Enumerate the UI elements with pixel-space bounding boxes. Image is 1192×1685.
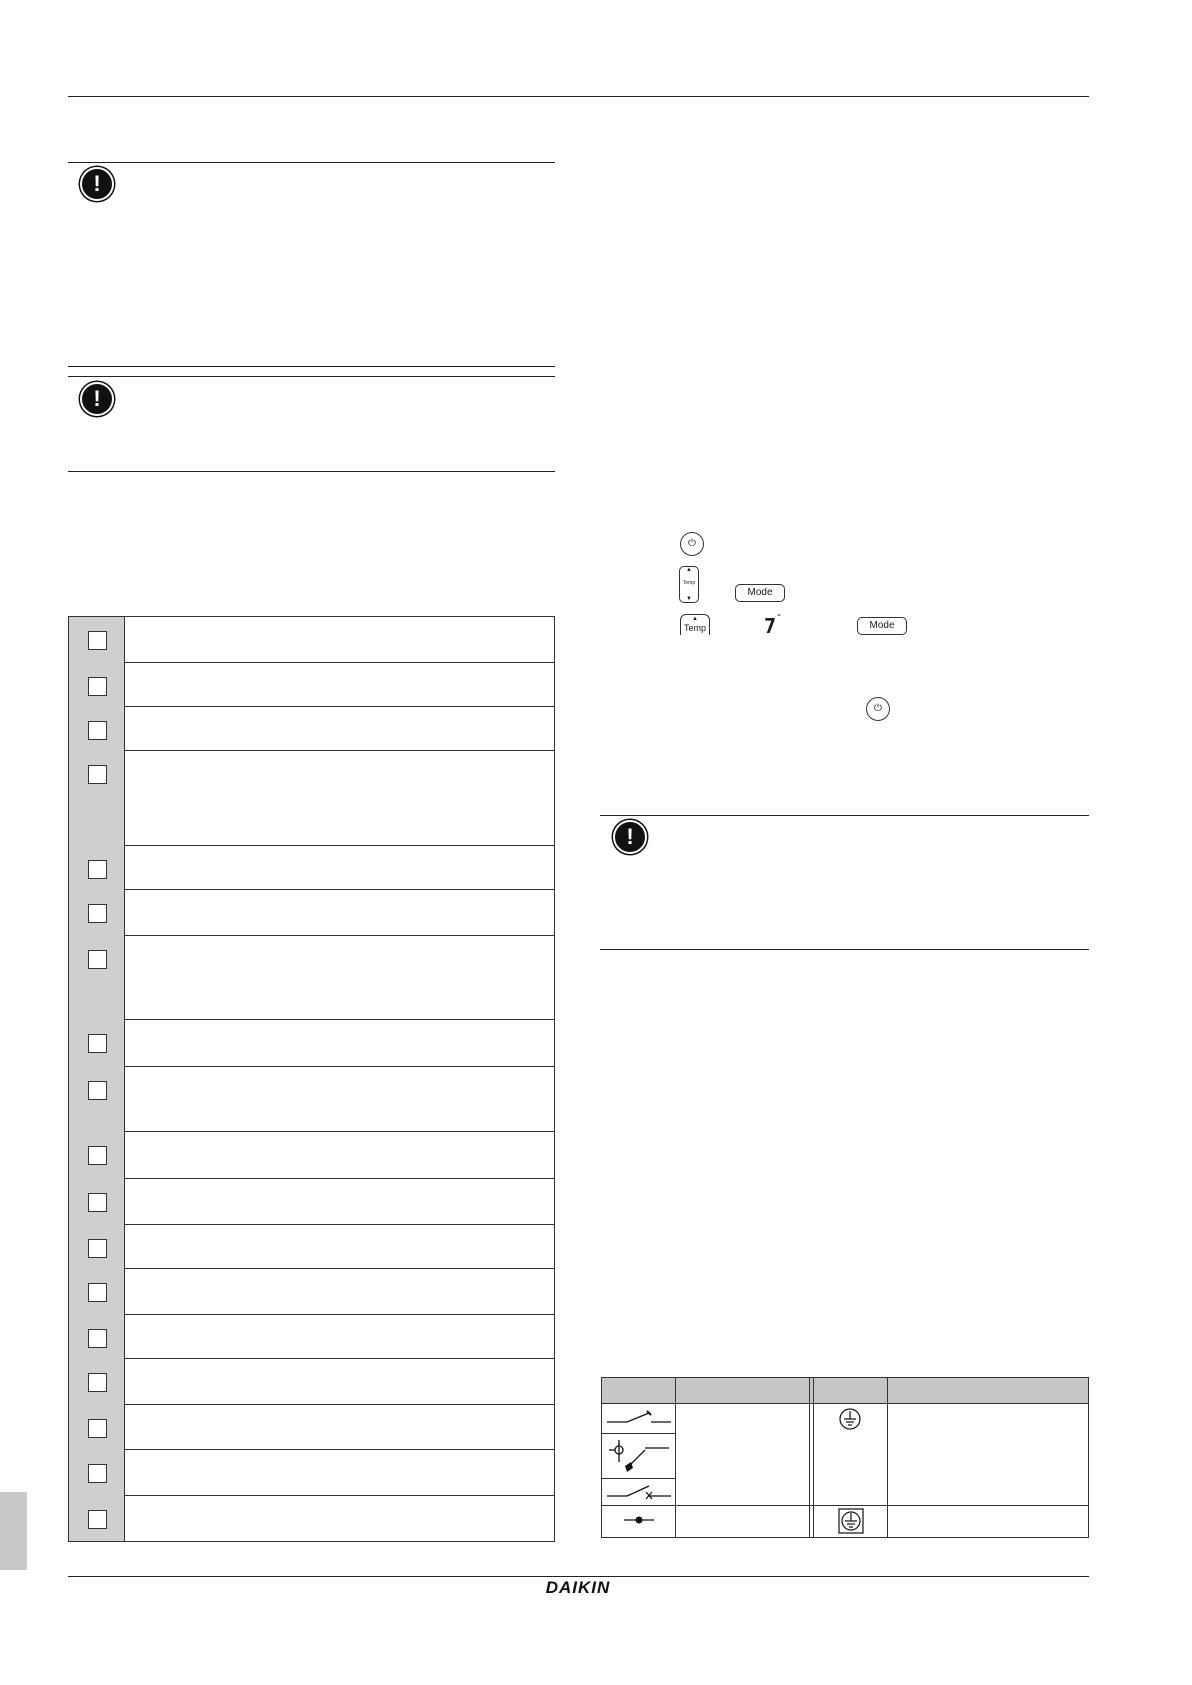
checklist-row — [69, 1067, 554, 1132]
notice-top-rule — [68, 376, 555, 377]
power-button-icon: ⏻ — [866, 697, 890, 721]
checkbox[interactable] — [88, 1464, 107, 1483]
checklist-row — [69, 617, 554, 663]
checkbox[interactable] — [88, 1510, 107, 1529]
checklist-table — [68, 616, 555, 1542]
checklist-row — [69, 1450, 554, 1496]
checkbox[interactable] — [88, 904, 107, 923]
section-tab — [0, 1492, 27, 1570]
push-switch-symbol-icon — [605, 1436, 673, 1476]
checkbox[interactable] — [88, 1034, 107, 1053]
checklist-row — [69, 936, 554, 1020]
checkbox[interactable] — [88, 860, 107, 879]
temp-up-button-icon: ▲ Temp — [680, 614, 710, 635]
checklist-row — [69, 751, 554, 846]
checklist-row — [69, 707, 554, 751]
checklist-row — [69, 1405, 554, 1450]
checklist-row — [69, 890, 554, 936]
checklist-row — [69, 1359, 554, 1405]
exclamation-circle-icon: ! — [613, 820, 647, 854]
breaker-symbol-icon — [605, 1482, 673, 1502]
checkbox[interactable] — [88, 1193, 107, 1212]
checkbox[interactable] — [88, 677, 107, 696]
notice-bottom-rule — [68, 366, 555, 367]
header-rule — [68, 96, 1089, 97]
connection-point-symbol-icon — [622, 1513, 656, 1527]
checkbox[interactable] — [88, 1373, 107, 1392]
mode-button: Mode — [735, 584, 785, 602]
checklist-row — [69, 1020, 554, 1067]
checkbox[interactable] — [88, 721, 107, 740]
display-digit: $7^ˉ$ — [764, 614, 783, 638]
checkbox[interactable] — [88, 950, 107, 969]
checkbox[interactable] — [88, 1283, 107, 1302]
checklist-row — [69, 1269, 554, 1315]
checklist-row — [69, 1225, 554, 1269]
notice-bottom-rule — [600, 949, 1089, 950]
checklist-row — [69, 1132, 554, 1179]
exclamation-circle-icon: ! — [80, 167, 114, 201]
notice-top-rule — [600, 815, 1089, 816]
checkbox[interactable] — [88, 1419, 107, 1438]
checkbox[interactable] — [88, 631, 107, 650]
checkbox[interactable] — [88, 1239, 107, 1258]
checklist-row — [69, 663, 554, 707]
checklist-row — [69, 1315, 554, 1359]
notice-bottom-rule — [68, 471, 555, 472]
brand-logo: DAIKIN — [545, 1578, 611, 1597]
checklist-row — [69, 1179, 554, 1225]
checkbox[interactable] — [88, 1081, 107, 1100]
mode-button: Mode — [857, 617, 907, 635]
switch-symbol-icon — [605, 1406, 673, 1430]
checklist-row — [69, 1496, 554, 1541]
checkbox[interactable] — [88, 1329, 107, 1348]
checkbox[interactable] — [88, 765, 107, 784]
exclamation-circle-icon: ! — [80, 382, 114, 416]
symbols-table — [601, 1377, 1089, 1538]
footer-rule — [68, 1576, 1089, 1577]
checklist-row — [69, 846, 554, 890]
earth-symbol-icon — [838, 1407, 862, 1431]
temp-up-down-button-icon: ▲ Temp ▼ — [679, 566, 699, 603]
protective-earth-symbol-icon — [838, 1508, 864, 1534]
checkbox[interactable] — [88, 1146, 107, 1165]
power-button-icon: ⏻ — [680, 532, 704, 556]
notice-top-rule — [68, 162, 555, 163]
